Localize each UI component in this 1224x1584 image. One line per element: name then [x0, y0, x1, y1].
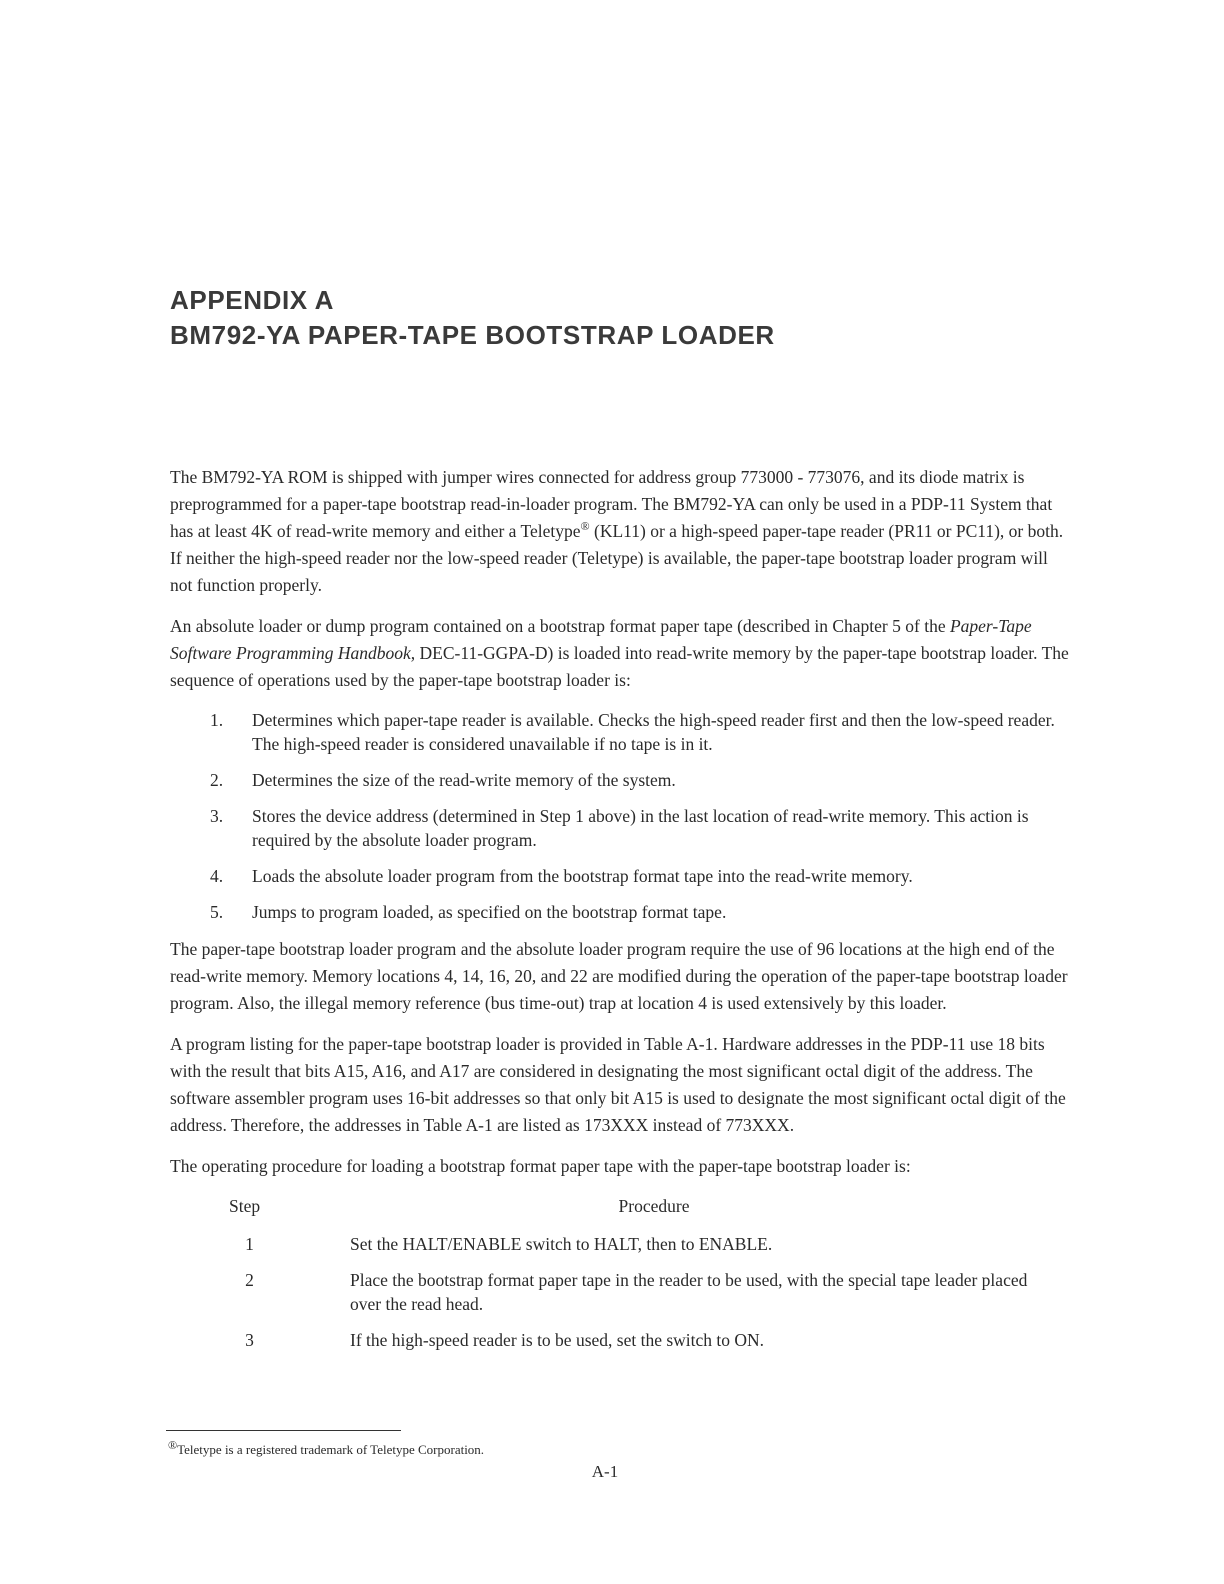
loader-paragraph — [170, 613, 1070, 694]
list-item-number: 1. — [210, 710, 224, 730]
list-item — [170, 804, 1070, 852]
step-description: If the high-speed reader is to be used, set the switch to ON. — [350, 1330, 765, 1350]
list-item — [170, 768, 1070, 792]
list-item — [170, 864, 1070, 888]
registered-mark: ® — [580, 519, 590, 533]
appendix-heading — [170, 283, 775, 353]
list-item-text: Stores the device address (determined in Step 1 above) in the last location of read-write memory. This action is required by the absolute loader program. — [252, 806, 1029, 850]
footnote-text: Teletype is a registered trademark of Teletype Corporation. — [177, 1442, 485, 1457]
list-item-number: 3. — [210, 806, 224, 826]
intro-text-part2: (KL11) or a high-speed paper-tape reader (PR11 or PC11), or both. If neither the high-speed reader nor the low-speed reader (Teletype) is available, the paper-tape bootstrap loader program will not function properly. — [170, 521, 1064, 595]
footnote — [168, 1436, 484, 1459]
body-text — [170, 464, 1070, 1364]
procedure-column-header: Procedure — [618, 1196, 690, 1216]
procedure-table — [229, 1194, 1070, 1352]
table-row — [229, 1268, 1070, 1316]
step-description: Set the HALT/ENABLE switch to HALT, then to ENABLE. — [350, 1234, 773, 1254]
step-description: Place the bootstrap format paper tape in the reader to be used, with the special tape leader placed over the read head. — [350, 1270, 1028, 1314]
page-number: A-1 — [591, 1462, 619, 1481]
list-item-text: Jumps to program loaded, as specified on the bootstrap format tape. — [252, 902, 727, 922]
list-item-number: 2. — [210, 770, 224, 790]
table-row — [229, 1232, 1070, 1256]
footnote-mark: ® — [168, 1438, 178, 1452]
procedure-table-header — [229, 1194, 1070, 1218]
list-item — [170, 900, 1070, 924]
memory-paragraph: The paper-tape bootstrap loader program and the absolute loader program require the use of 96 locations at the high end of the read-write memory. Memory locations 4, 14, 16, 20, and 22 are modified during the operation of the paper-tape bootstrap loader program. Also, the illegal memory reference (bus time-out) trap at location 4 is used extensively by this loader. — [170, 939, 1068, 1013]
intro-paragraph — [170, 464, 1070, 599]
table-row — [229, 1328, 1070, 1352]
loader-text-part2: DEC-11-GGPA-D) is loaded into read-write memory by the paper-tape bootstrap loader. The sequence of operations used by the paper-tape bootstrap loader is: — [170, 643, 1069, 690]
procedure-intro-paragraph: The operating procedure for loading a bootstrap format paper tape with the paper-tape bootstrap loader is: — [170, 1156, 911, 1176]
step-column-header: Step — [229, 1196, 261, 1216]
appendix-title: APPENDIX A — [170, 285, 334, 315]
handbook-title: Paper-Tape Software Programming Handbook, — [170, 616, 1032, 663]
operation-sequence-list — [170, 708, 1070, 924]
appendix-subtitle: BM792-YA PAPER-TAPE BOOTSTRAP LOADER — [170, 320, 775, 350]
step-number: 1 — [245, 1234, 254, 1254]
list-item — [170, 708, 1070, 756]
list-item-text: Loads the absolute loader program from the bootstrap format tape into the read-write memory. — [252, 866, 913, 886]
intro-text-part1: The BM792-YA ROM is shipped with jumper wires connected for address group 773000 - 773076, and its diode matrix is preprogrammed for a paper-tape bootstrap read-in-loader program. The BM792-YA can only be used in a PDP-11 System that has at least 4K of read-write memory and either a Teletype — [170, 467, 1053, 541]
list-item-number: 4. — [210, 866, 224, 886]
list-item-number: 5. — [210, 902, 224, 922]
list-item-text: Determines the size of the read-write memory of the system. — [252, 770, 676, 790]
listing-paragraph: A program listing for the paper-tape bootstrap loader is provided in Table A-1. Hardware addresses in the PDP-11 use 18 bits with the result that bits A15, A16, and A17 are considered in designating the most significant octal digit of the address. The software assembler program uses 16-bit addresses so that only bit A15 is used to designate the most significant octal digit of the address. Therefore, the addresses in Table A-1 are listed as 173XXX instead of 773XXX. — [170, 1034, 1066, 1135]
list-item-text: Determines which paper-tape reader is available. Checks the high-speed reader first and then the low-speed reader. The high-speed reader is considered unavailable if no tape is in it. — [252, 710, 1055, 754]
step-number: 2 — [245, 1270, 254, 1290]
step-number: 3 — [245, 1330, 254, 1350]
footnote-divider — [166, 1430, 401, 1431]
loader-text-part1: An absolute loader or dump program contained on a bootstrap format paper tape (described in Chapter 5 of the — [170, 616, 950, 636]
